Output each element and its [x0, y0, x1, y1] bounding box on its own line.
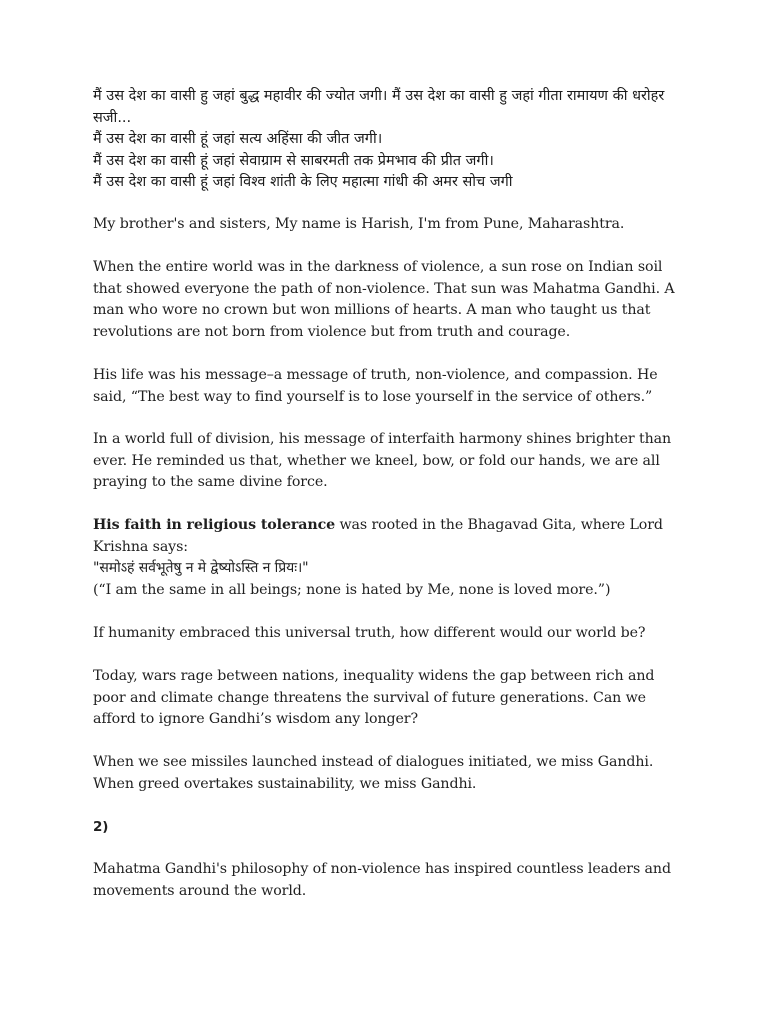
- world-paragraph: In a world full of division, his message of interfaith harmony shines brighter than ever. He reminded us that, whether we kneel, bow, or fold our hands, we are all praying to the same divine force.: [93, 431, 672, 490]
- verse-translation: (“I am the same in all beings; none is hated by Me, none is loved more.”): [93, 581, 611, 598]
- sanskrit-verse: "समोऽहं सर्वभूतेषु न मे द्वेष्योऽस्ति न प्रियः।": [93, 560, 309, 576]
- missiles-line-2: When greed overtakes sustainability, we miss Gandhi.: [93, 775, 477, 792]
- faith-bold-phrase: His faith in religious tolerance: [93, 517, 336, 533]
- hindi-poem: [93, 86, 683, 194]
- life-paragraph: His life was his message–a message of truth, non-violence, and compassion. He said, “The best way to find yourself is to lose yourself in the service of others.”: [93, 367, 658, 405]
- missiles-paragraph: [93, 752, 683, 795]
- faith-paragraph: [93, 515, 683, 601]
- faith-rest: was rooted in the Bhagavad Gita, where Lord Krishna says:: [93, 517, 663, 555]
- humanity-paragraph: If humanity embraced this universal truth, how different would our world be?: [93, 625, 646, 641]
- hindi-line-2: मैं उस देश का वासी हूं जहां सत्य अहिंसा की जीत जगी।: [93, 131, 383, 147]
- today-paragraph: Today, wars rage between nations, inequality widens the gap between rich and poor and climate change threatens the survival of future generations. Can we afford to ignore Gandhi’s wisdom any longer?: [93, 668, 655, 727]
- hindi-line-3: मैं उस देश का वासी हूं जहां सेवाग्राम से साबरमती तक प्रेमभाव की प्रीत जगी।: [93, 152, 494, 169]
- sun-paragraph: When the entire world was in the darkness of violence, a sun rose on Indian soil that showed everyone the path of non-violence. That sun was Mahatma Gandhi. A man who wore no crown but won millions of hearts. A man who taught us that revolutions are not born from violence but from truth and courage.: [93, 259, 675, 340]
- intro-paragraph: My brother's and sisters, My name is Harish, I'm from Pune, Maharashtra.: [93, 216, 625, 232]
- hindi-line-4: मैं उस देश का वासी हूं जहां विश्व शांती के लिए महात्मा गांधी की अमर सोच जगी: [93, 174, 513, 190]
- missiles-line-1: When we see missiles launched instead of dialogues initiated, we miss Gandhi.: [93, 754, 654, 770]
- philosophy-paragraph: Mahatma Gandhi's philosophy of non-violence has inspired countless leaders and movements around the world.: [93, 861, 671, 899]
- hindi-line-1: मैं उस देश का वासी हु जहां बुद्ध महावीर की ज्योत जगी। मैं उस देश का वासी हु जहां गीता रामायण की धरोहर सजी...: [93, 88, 665, 126]
- section-number: 2): [93, 819, 109, 835]
